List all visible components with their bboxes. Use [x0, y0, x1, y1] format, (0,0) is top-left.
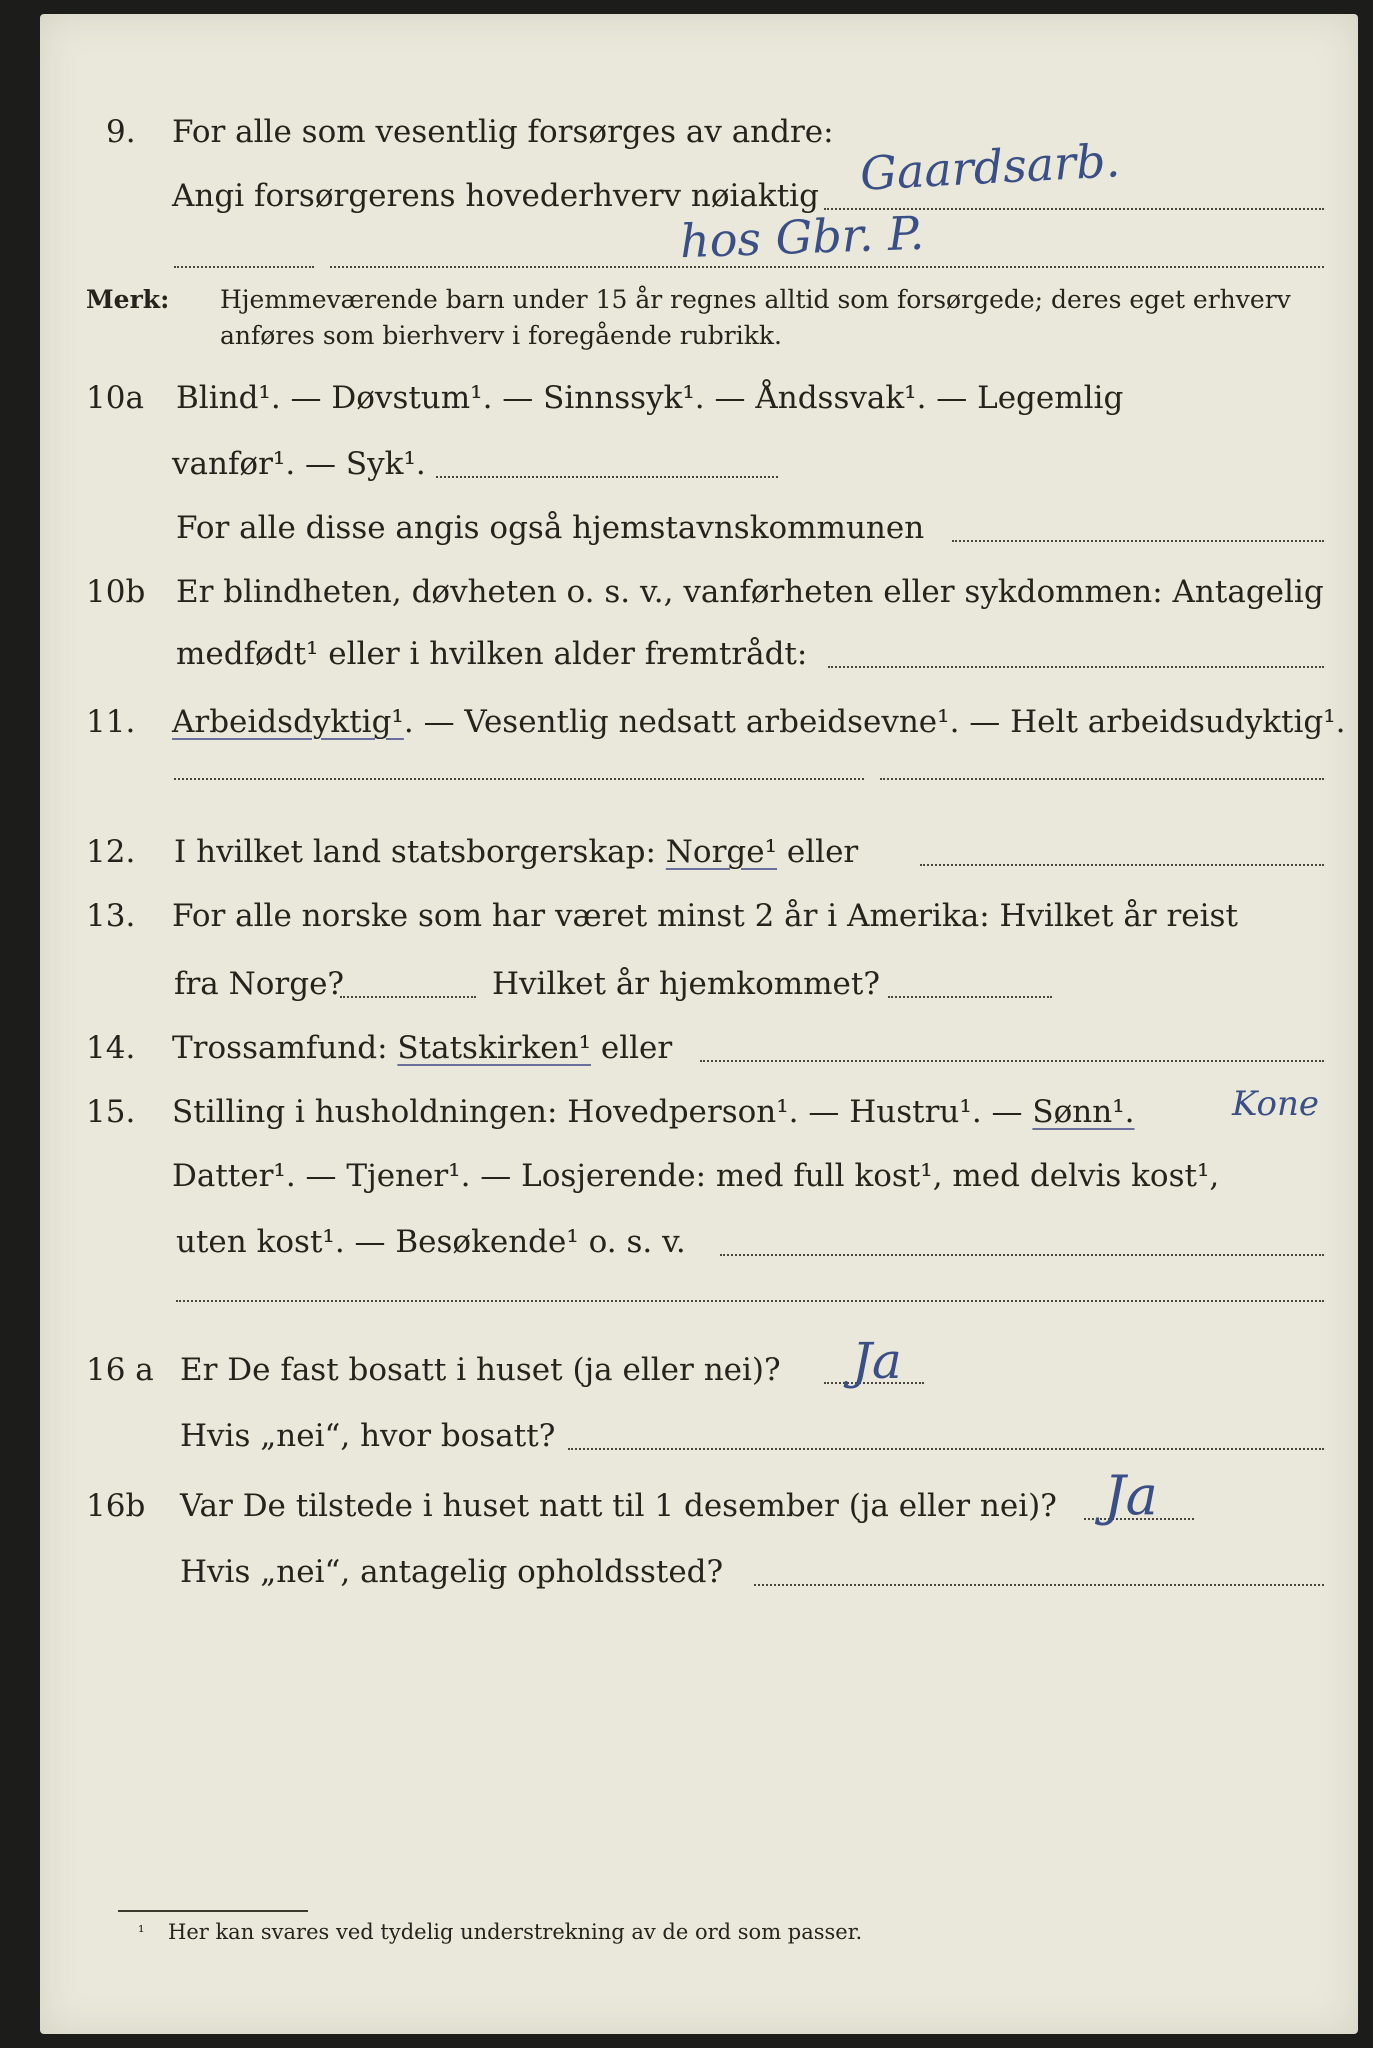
q14-pre: Trossamfund:: [172, 1030, 388, 1066]
q14-post: eller: [600, 1030, 673, 1066]
q10b-line1: [40, 570, 1358, 614]
q9-answer-line-2a[interactable]: [174, 266, 314, 268]
merk-line2: [40, 314, 1358, 358]
q16b-handwritten-answer: Ja: [1104, 1464, 1158, 1527]
q15-handwritten-answer: Kone: [1232, 1084, 1319, 1124]
q10a-line3: [40, 506, 1358, 550]
q9-line1: [40, 110, 1358, 154]
q10a-text-2: vanfør¹. — Syk¹.: [172, 446, 426, 482]
q12-field[interactable]: [920, 864, 1324, 866]
q11-text: [172, 700, 1346, 744]
q10a-hometown-field[interactable]: [952, 540, 1324, 542]
q9-handwritten-answer-2: hos Gbr. P.: [679, 205, 926, 269]
q16a-line1: [40, 1348, 1358, 1392]
q15-field-b[interactable]: [176, 1300, 1324, 1302]
q10b-text-1: Er blindheten, døvheten o. s. v., vanførheten eller sykdommen: Antagelig: [176, 574, 1324, 610]
q9-answer-line-2b[interactable]: [330, 266, 1324, 268]
q15-text-2: Datter¹. — Tjener¹. — Losjerende: med full kost¹, med delvis kost¹,: [172, 1158, 1220, 1194]
merk-text-1: Hjemmeværende barn under 15 år regnes alltid som forsørgede; deres eget erhverv: [220, 285, 1291, 314]
q15-field-a[interactable]: [720, 1254, 1324, 1256]
q11-line: [40, 700, 1358, 744]
q13-number: 13.: [86, 898, 136, 934]
q12-option-norge[interactable]: Norge¹: [665, 834, 778, 870]
q9-text-2: Angi forsørgerens hovederhverv nøiaktig: [172, 178, 819, 214]
q10a-line1: [40, 376, 1358, 420]
q10b-number: 10b: [86, 574, 146, 610]
q10b-text-2: medfødt¹ eller i hvilken alder fremtrådt:: [176, 636, 808, 672]
q11-number: 11.: [86, 704, 136, 740]
q10a-syk-field[interactable]: [436, 476, 778, 478]
q16b-line1: [40, 1484, 1358, 1528]
q12-line: [40, 830, 1358, 874]
q12-pre: I hvilket land statsborgerskap:: [174, 834, 656, 870]
q16a-line2: [40, 1414, 1358, 1458]
q15-text-3: uten kost¹. — Besøkende¹ o. s. v.: [176, 1224, 686, 1260]
q16b-line2: [40, 1550, 1358, 1594]
q10b-field[interactable]: [828, 666, 1324, 668]
q12-post: eller: [786, 834, 859, 870]
q11-field-b[interactable]: [880, 778, 1324, 780]
q16b-text-2: Hvis „nei“, antagelig opholdssted?: [180, 1554, 724, 1590]
census-form-page: [40, 14, 1358, 2034]
q16a-text-2: Hvis „nei“, hvor bosatt?: [180, 1418, 556, 1454]
q16b-field[interactable]: [754, 1584, 1324, 1586]
q13-text-2b: Hvilket år hjemkommet?: [492, 966, 880, 1002]
q10a-line2: [40, 442, 1358, 486]
q9-number: 9.: [106, 114, 136, 150]
q10a-number: 10a: [86, 380, 144, 416]
q13-line2: [40, 962, 1358, 1006]
q13-text-2a: fra Norge?: [174, 966, 345, 1002]
q11-field-a[interactable]: [174, 778, 864, 780]
q16a-handwritten-answer: Ja: [852, 1332, 902, 1390]
q10a-text-1: Blind¹. — Døvstum¹. — Sinnssyk¹. — Åndssvak¹. — Legemlig: [176, 380, 1124, 416]
merk-text-2: anføres som bierhverv i foregående rubrikk.: [220, 321, 782, 350]
q15-line1: [40, 1090, 1358, 1134]
footnote-marker: ¹: [138, 1922, 145, 1941]
q14-option-statskirken[interactable]: Statskirken¹: [397, 1030, 591, 1066]
q10a-text-3: For alle disse angis også hjemstavnskommunen: [176, 510, 925, 546]
q13-line1: [40, 894, 1358, 938]
q13-departure-field[interactable]: [340, 996, 476, 998]
q9-handwritten-answer-1: Gaardsarb.: [858, 133, 1122, 201]
q16b-number: 16b: [86, 1488, 146, 1524]
q16a-field[interactable]: [568, 1448, 1324, 1450]
q11-text-rest: . — Vesentlig nedsatt arbeidsevne¹. — Helt arbeidsudyktig¹.: [403, 704, 1346, 740]
q11-option-arbeidsdyktig[interactable]: Arbeidsdyktig¹: [172, 704, 404, 740]
q9-text-1: For alle som vesentlig forsørges av andre:: [172, 114, 834, 150]
merk-label: Merk:: [86, 285, 170, 314]
q15-line3: [40, 1220, 1358, 1264]
footnote-text: Her kan svares ved tydelig understrekning av de ord som passer.: [168, 1920, 863, 1944]
q16a-number: 16 a: [86, 1352, 154, 1388]
footnote-rule: [118, 1910, 308, 1912]
q15-option-sonn[interactable]: Sønn¹.: [1032, 1094, 1135, 1130]
q13-text-1: For alle norske som har været minst 2 år i Amerika: Hvilket år reist: [172, 898, 1238, 934]
q14-text: [172, 1026, 672, 1070]
q13-return-field[interactable]: [888, 996, 1052, 998]
q15-text-1a: Stilling i husholdningen: Hovedperson¹. — Hustru¹. —: [172, 1094, 1023, 1130]
q14-number: 14.: [86, 1030, 136, 1066]
q15-number: 15.: [86, 1094, 136, 1130]
q16b-text-1: Var De tilstede i huset natt til 1 desember (ja eller nei)?: [180, 1488, 1057, 1524]
q16a-text-1: Er De fast bosatt i huset (ja eller nei)?: [180, 1352, 781, 1388]
q14-line: [40, 1026, 1358, 1070]
q12-text: [174, 830, 858, 874]
q15-line2: [40, 1154, 1358, 1198]
q12-number: 12.: [86, 834, 136, 870]
q14-field[interactable]: [700, 1060, 1324, 1062]
q15-text-1: [172, 1090, 1135, 1134]
q9-line2: [40, 174, 1358, 218]
q10b-line2: [40, 632, 1358, 676]
